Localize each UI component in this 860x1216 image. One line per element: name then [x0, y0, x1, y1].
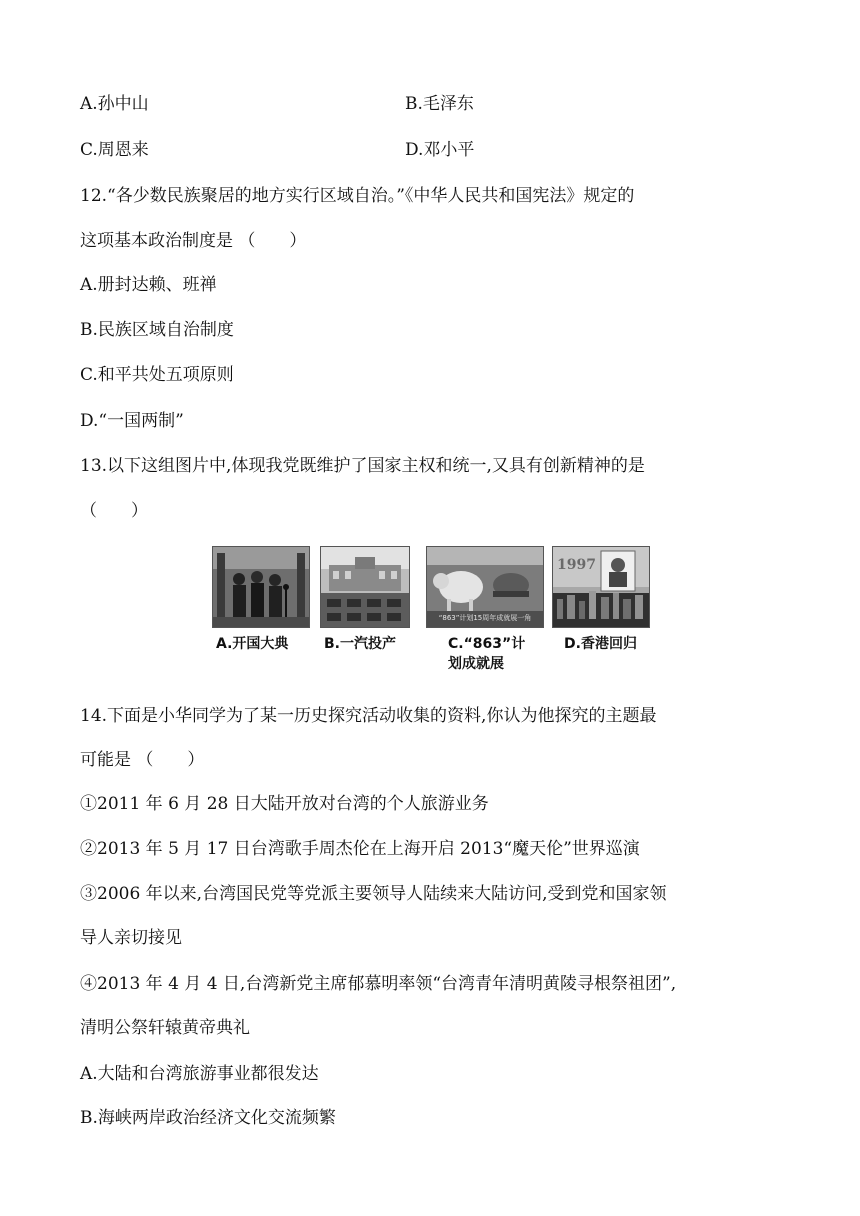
- plan-863-exhibition-photo: [426, 546, 544, 628]
- founding-ceremony-photo: [212, 546, 310, 628]
- q12-option-c: C.和平共处五项原则: [80, 365, 234, 385]
- q14-item-3-line-2: 导人亲切接见: [80, 928, 182, 948]
- caption-d: D.香港回归: [564, 636, 637, 652]
- hong-kong-return-photo: [552, 546, 650, 628]
- caption-c-line-2: 划成就展: [448, 656, 504, 672]
- q12-option-d: D.“一国两制”: [80, 411, 184, 431]
- q14-option-a: A.大陆和台湾旅游事业都很发达: [80, 1064, 319, 1084]
- caption-b: B.一汽投产: [324, 636, 396, 652]
- hong-kong-year-label: 1997: [557, 557, 596, 573]
- q12-stem-line-2: 这项基本政治制度是 （ ）: [80, 231, 307, 251]
- q12-option-a: A.册封达赖、班禅: [80, 275, 217, 295]
- plan-863-photo-caption: “863”计划15周年成就展一角: [438, 614, 532, 622]
- caption-a: A.开国大典: [216, 636, 289, 652]
- q13-picture-set: [212, 546, 652, 676]
- q11-options-row-1: [80, 92, 474, 116]
- q14-stem-line-2: 可能是 （ ）: [80, 750, 205, 770]
- q11-options-row-2: [80, 138, 475, 162]
- q11-option-a: A.孙中山: [80, 94, 149, 114]
- q14-stem-line-1: 14.下面是小华同学为了某一历史探究活动收集的资料,你认为他探究的主题最: [80, 706, 657, 726]
- q14-item-2: ②2013 年 5 月 17 日台湾歌手周杰伦在上海开启 2013“魔天伦”世界巡演: [80, 839, 640, 859]
- q14-option-b: B.海峡两岸政治经济文化交流频繁: [80, 1108, 336, 1128]
- faw-factory-photo: [320, 546, 410, 628]
- q11-option-c: C.周恩来: [80, 140, 149, 160]
- q11-option-b: B.毛泽东: [405, 94, 474, 114]
- q14-item-1: ①2011 年 6 月 28 日大陆开放对台湾的个人旅游业务: [80, 794, 489, 814]
- q14-item-3-line-1: ③2006 年以来,台湾国民党等党派主要领导人陆续来大陆访问,受到党和国家领: [80, 884, 667, 904]
- q12-option-b: B.民族区域自治制度: [80, 320, 234, 340]
- q13-stem-line-1: 13.以下这组图片中,体现我党既维护了国家主权和统一,又具有创新精神的是: [80, 456, 645, 476]
- q14-item-4-line-2: 清明公祭轩辕黄帝典礼: [80, 1018, 250, 1038]
- q13-stem-line-2: （ ）: [80, 501, 148, 521]
- q14-item-4-line-1: ④2013 年 4 月 4 日,台湾新党主席郁慕明率领“台湾青年清明黄陵寻根祭祖团”,: [80, 974, 677, 994]
- caption-c-line-1: C.“863”计: [448, 636, 526, 652]
- q12-stem-line-1: 12.“各少数民族聚居的地方实行区域自治。”《中华人民共和国宪法》规定的: [80, 186, 635, 206]
- q11-option-d: D.邓小平: [405, 140, 475, 160]
